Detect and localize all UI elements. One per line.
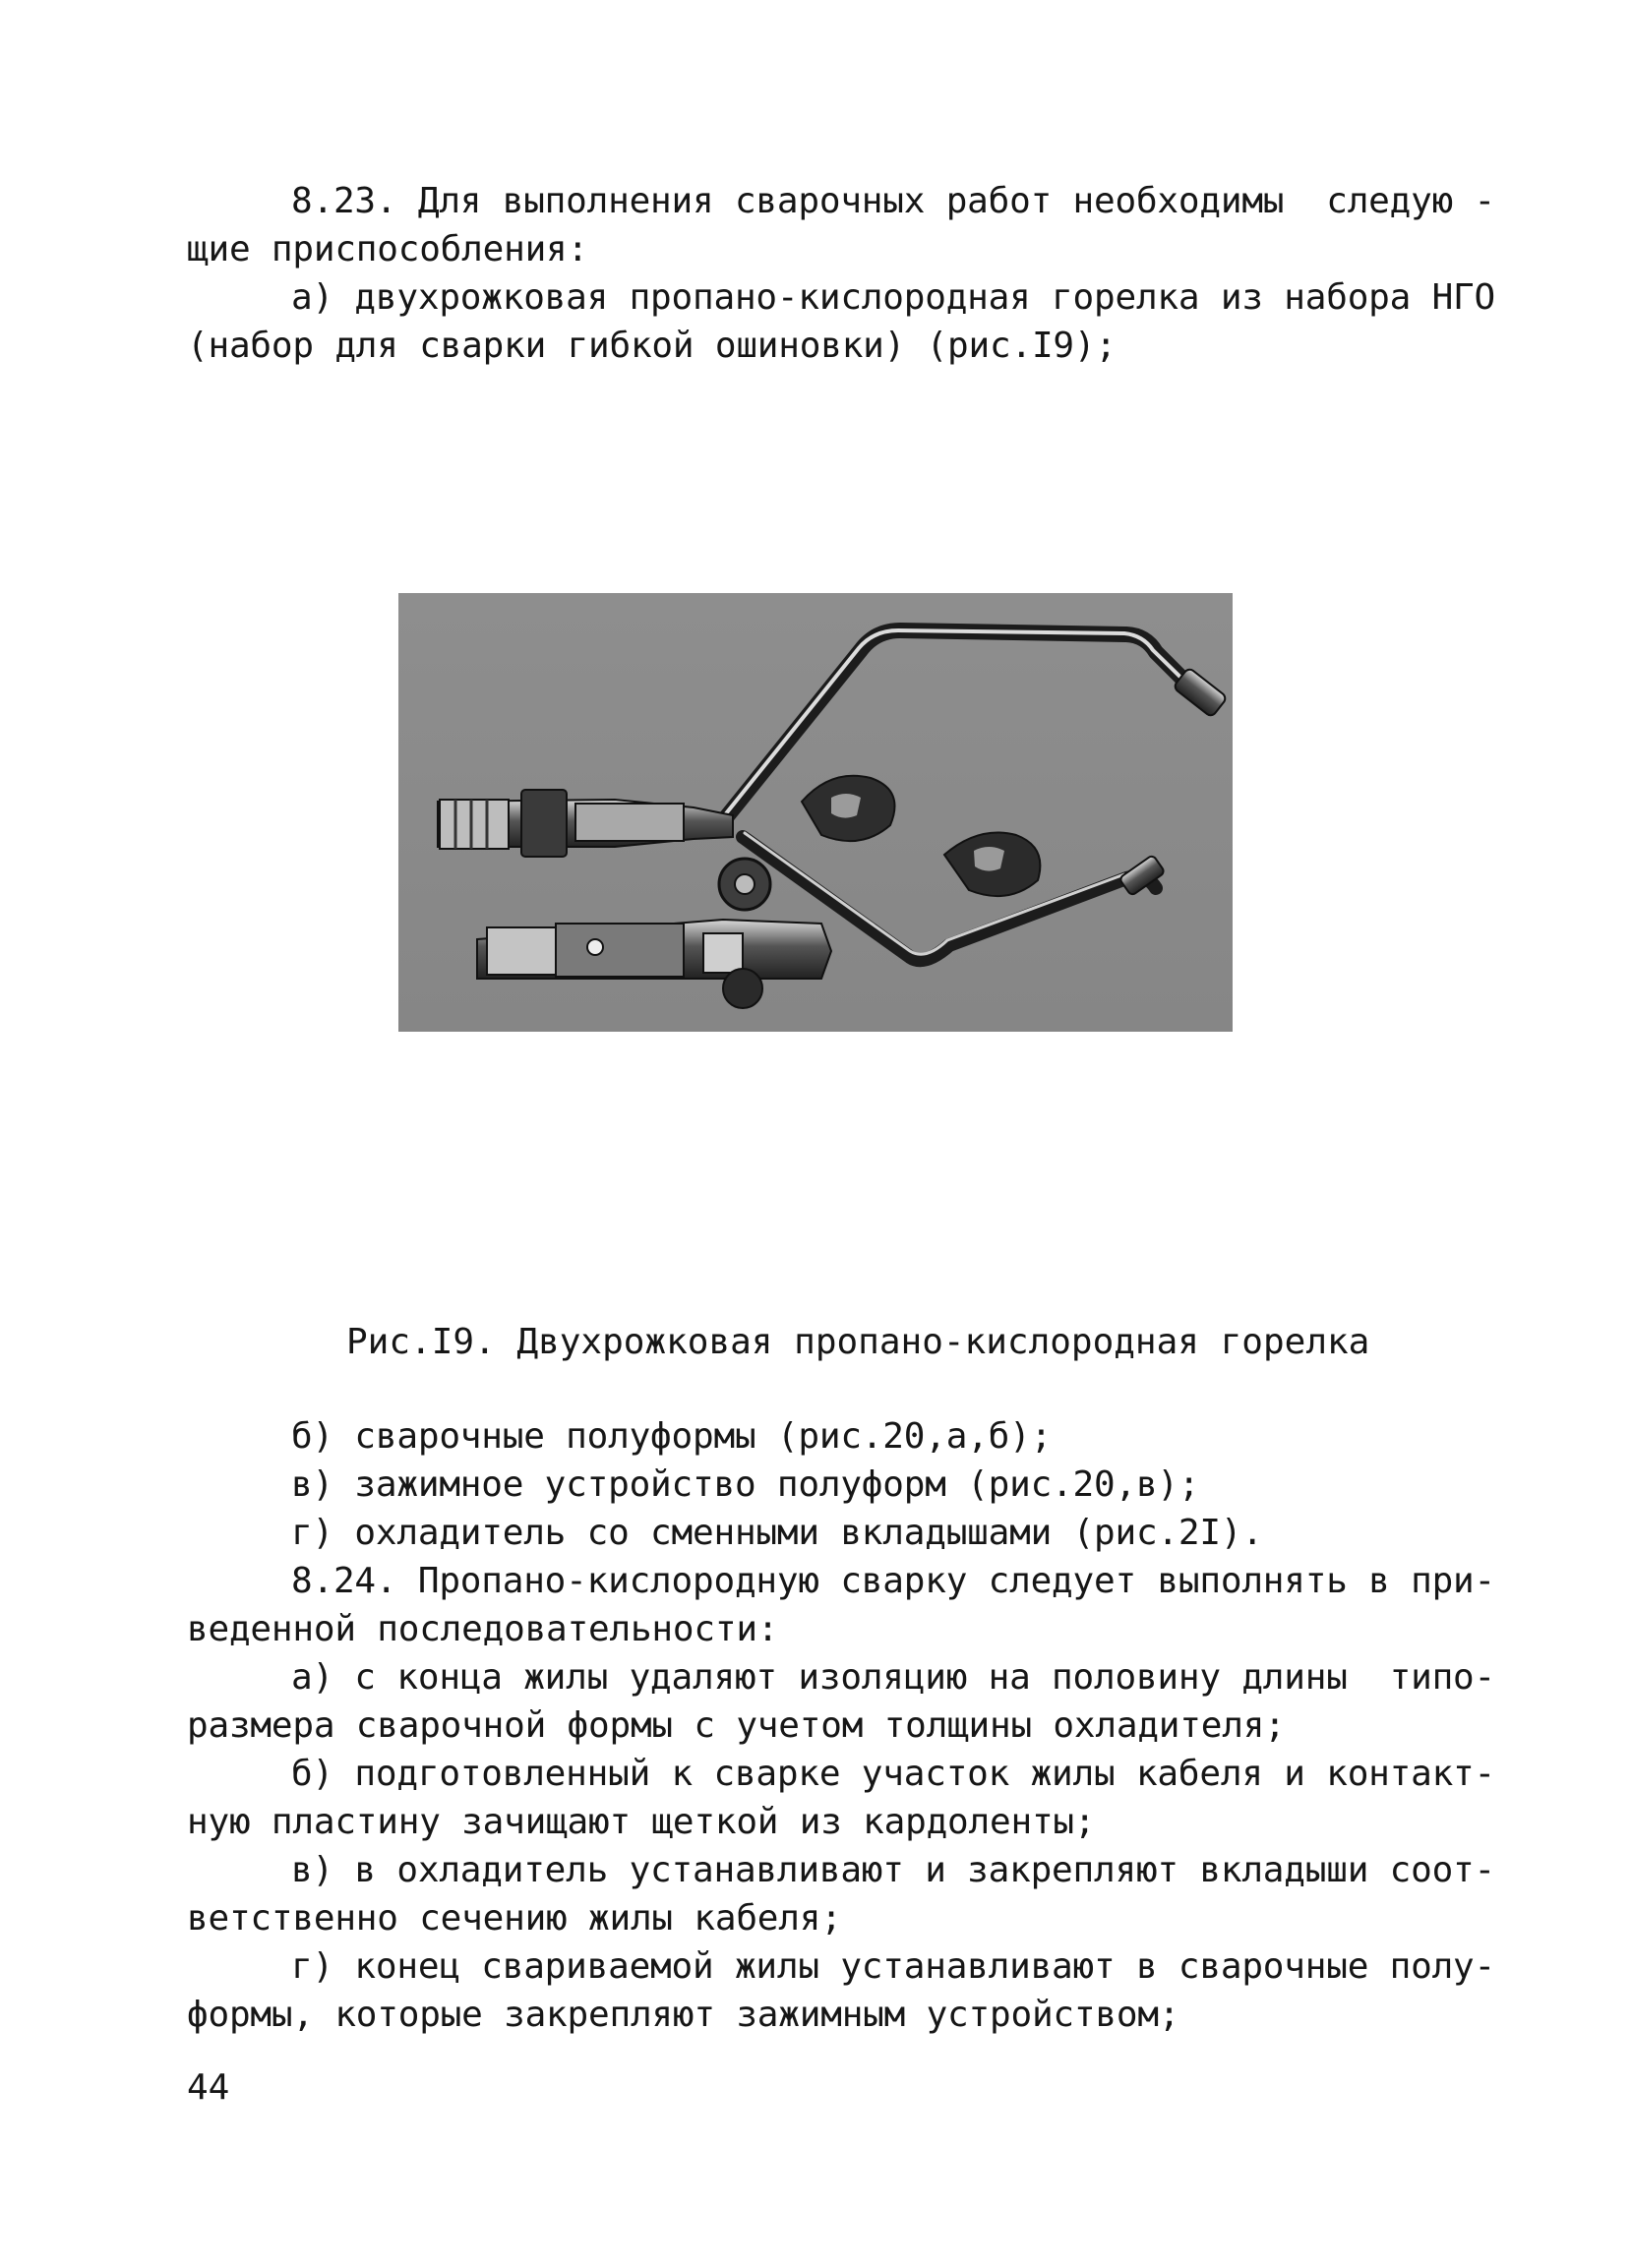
- paragraph-8-23: [187, 177, 1496, 273]
- step-line: в) в охладитель устанавливают и закрепляют вкладыши соот-: [291, 1850, 1496, 1890]
- list-item-a-torch: [187, 273, 1496, 370]
- figure-torch-photo: [398, 593, 1233, 1032]
- step-line: формы, которые закрепляют зажимным устройством;: [187, 1995, 1180, 2035]
- paragraph-line: 8.24. Пропано-кислородную сварку следует выполнять в при-: [291, 1561, 1496, 1601]
- list-item: в) зажимное устройство полуформ (рис.20,в);: [291, 1464, 1200, 1505]
- step-line: ную пластину зачищают щеткой из кардоленты;: [187, 1802, 1096, 1842]
- paragraph-8-24: [187, 1557, 1496, 1653]
- torch-photo-image: [398, 593, 1233, 1032]
- steps-list: [187, 1653, 1496, 2039]
- list-item: г) охладитель со сменными вкладышами (рис.2I).: [291, 1513, 1263, 1553]
- paragraph-line: а) двухрожковая пропано-кислородная горелка из набора НГО: [291, 277, 1496, 318]
- step-line: ветственно сечению жилы кабеля;: [187, 1898, 842, 1939]
- figure-caption: Рис.I9. Двухрожковая пропано-кислородная горелка: [346, 1322, 1370, 1362]
- list-item: б) сварочные полуформы (рис.20,а,б);: [291, 1416, 1053, 1457]
- list-after-figure: [187, 1412, 1422, 1557]
- step-line: б) подготовленный к сварке участок жилы кабеля и контакт-: [291, 1754, 1496, 1794]
- step-line: г) конец свариваемой жилы устанавливают в сварочные полу-: [291, 1946, 1496, 1987]
- paragraph-line: 8.23. Для выполнения сварочных работ необходимы следую -: [291, 181, 1496, 221]
- paragraph-line: веденной последовательности:: [187, 1609, 779, 1649]
- paragraph-line: щие приспособления:: [187, 229, 589, 269]
- step-line: размера сварочной формы с учетом толщины охладителя;: [187, 1705, 1286, 1746]
- paragraph-line: (набор для сварки гибкой ошиновки) (рис.I9);: [187, 326, 1117, 366]
- step-line: а) с конца жилы удаляют изоляцию на половину длины типо-: [291, 1657, 1496, 1698]
- page-number: 44: [187, 2067, 230, 2108]
